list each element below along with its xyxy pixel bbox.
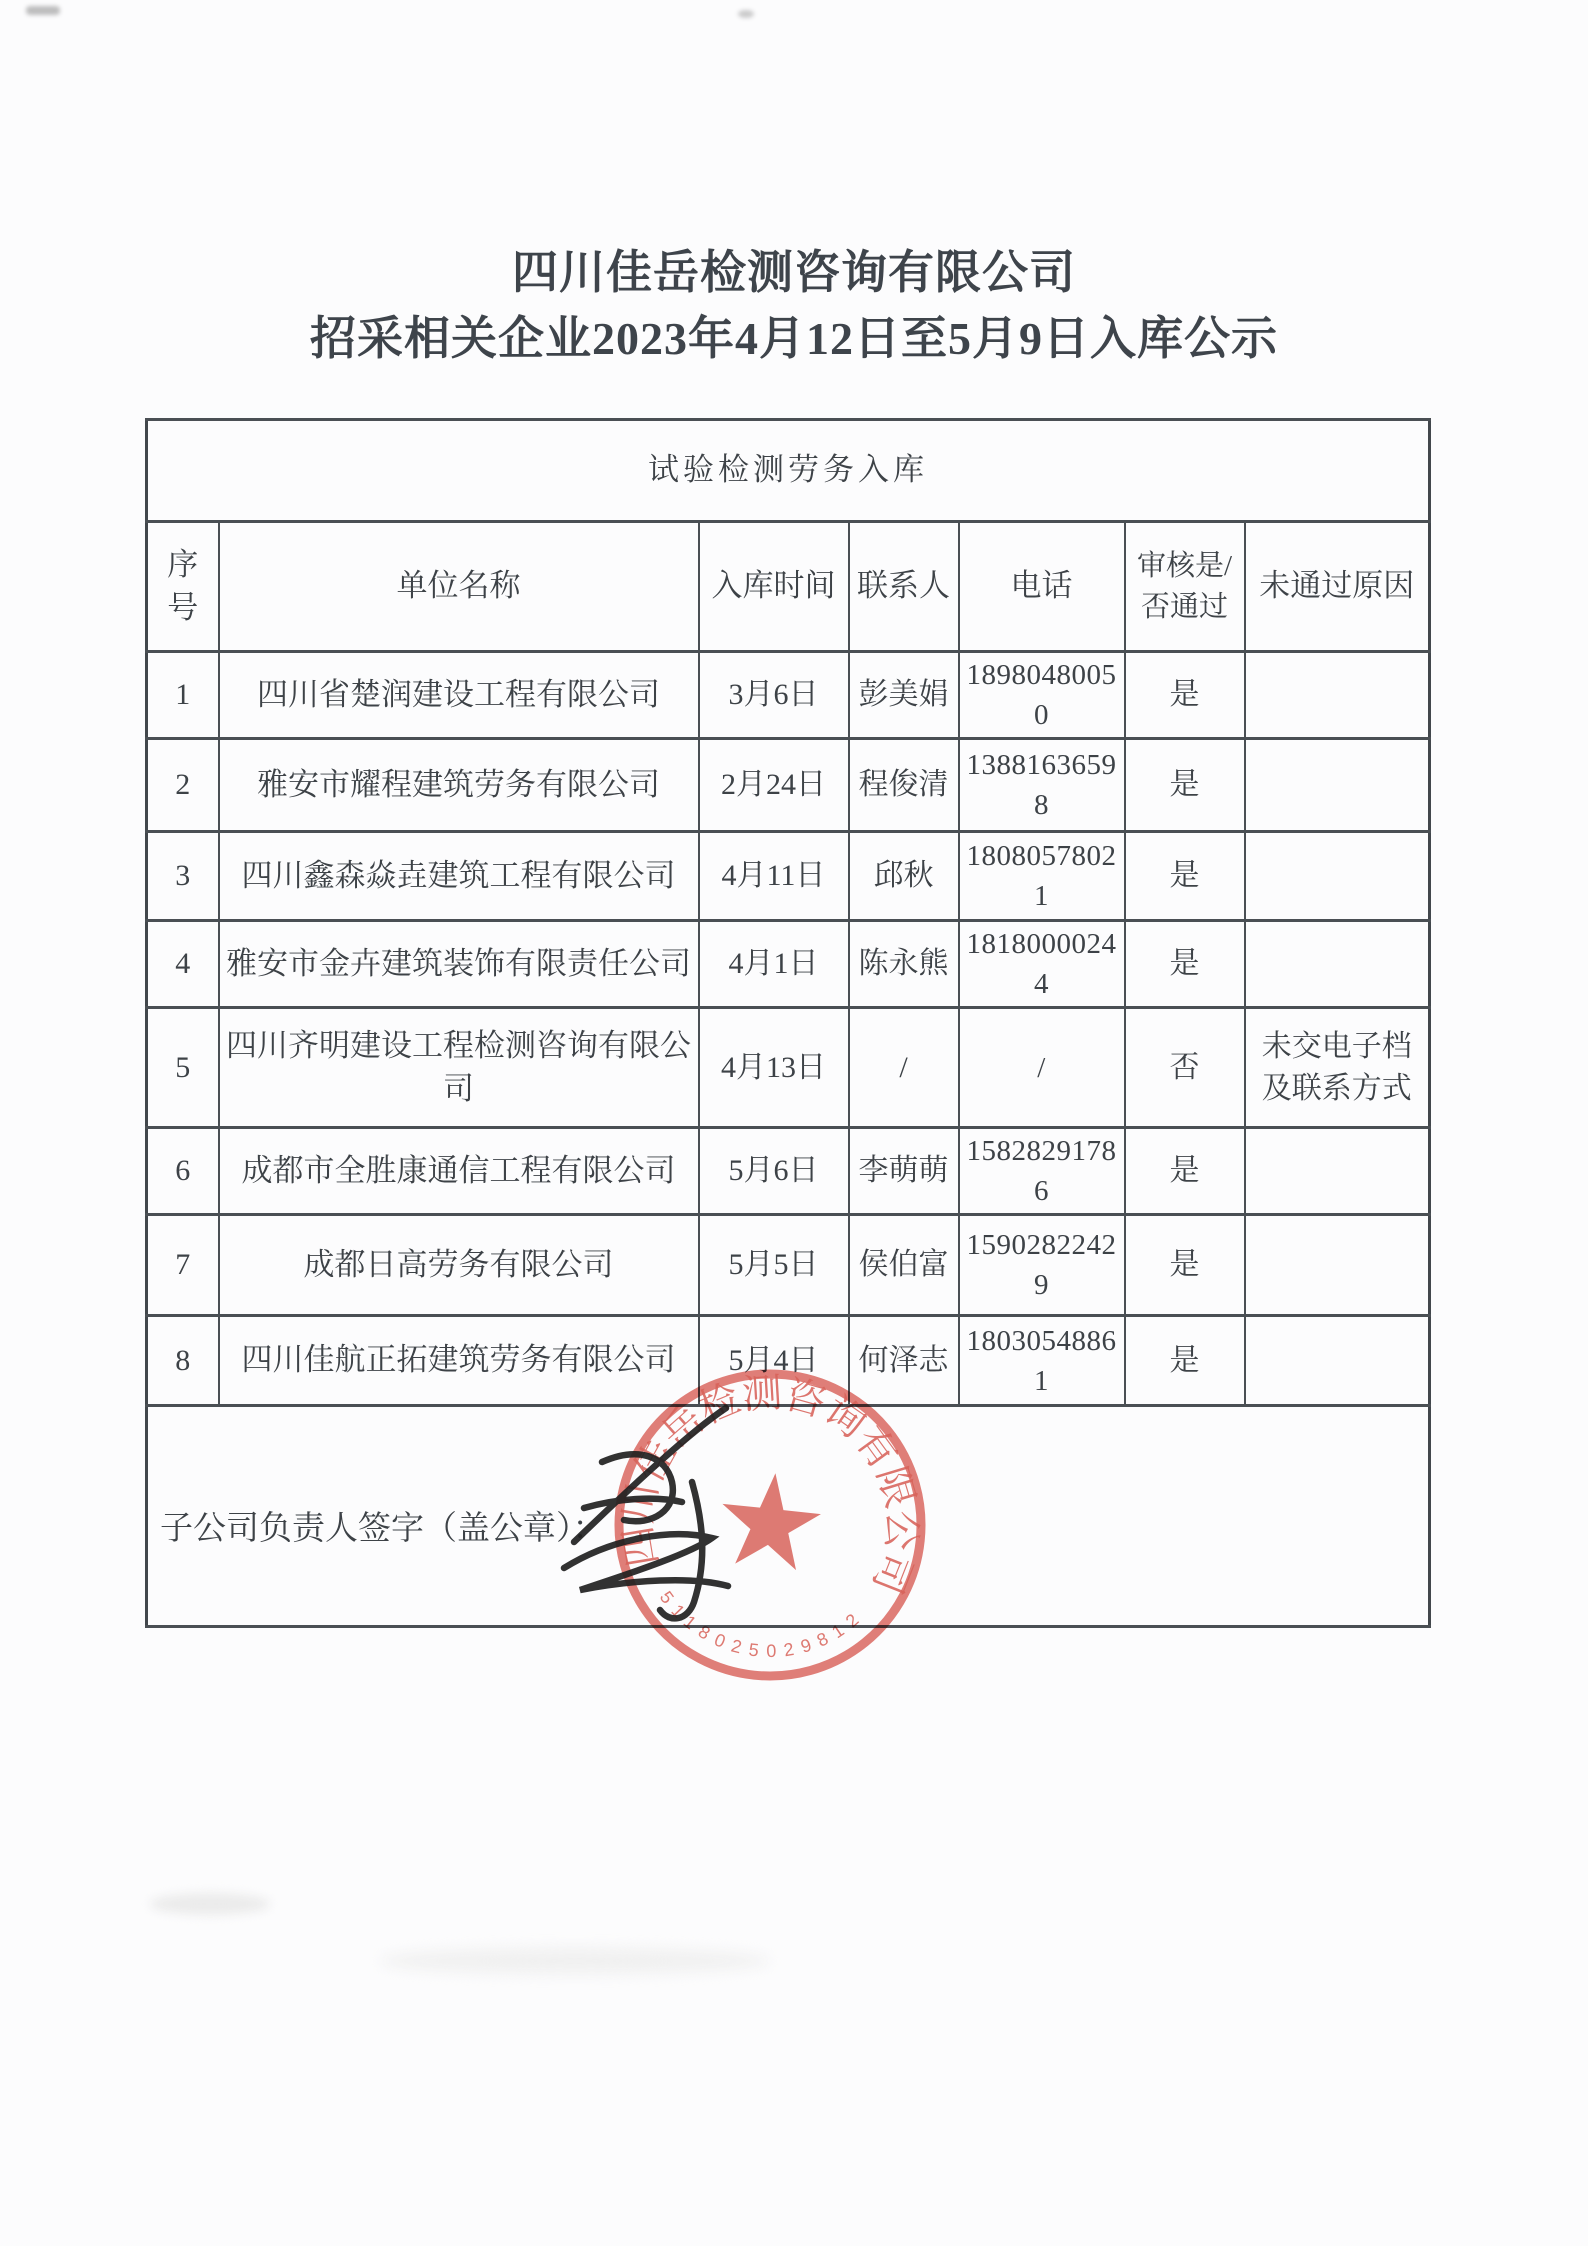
table-cell: 2 — [147, 739, 219, 832]
signature-row — [147, 1406, 1430, 1627]
table-row — [147, 652, 1430, 739]
table-cell — [1245, 832, 1430, 921]
table-cell: 成都市全胜康通信工程有限公司 — [219, 1128, 699, 1215]
table-cell: 侯伯富 — [849, 1215, 959, 1316]
table-cell: 5月4日 — [699, 1316, 849, 1406]
table-cell: 18080578021 — [959, 832, 1125, 921]
table-cell: 何泽志 — [849, 1316, 959, 1406]
scan-speck — [738, 10, 754, 18]
table-cell — [1245, 652, 1430, 739]
table-cell: 未交电子档及联系方式 — [1245, 1008, 1430, 1128]
table-cell: 13881636598 — [959, 739, 1125, 832]
column-header: 审核是/否通过 — [1125, 522, 1245, 652]
column-header: 联系人 — [849, 522, 959, 652]
table-cell: 5月6日 — [699, 1128, 849, 1215]
table-cell: 4 — [147, 921, 219, 1008]
seal-company-name: 四川佳岳检测咨询有限公司 — [614, 1370, 925, 1601]
table-cell: 4月1日 — [699, 921, 849, 1008]
scan-smudge — [380, 1948, 770, 1974]
table-cell: 是 — [1125, 739, 1245, 832]
table-cell: / — [849, 1008, 959, 1128]
table-cell: 5月5日 — [699, 1215, 849, 1316]
signature-cell — [147, 1406, 1430, 1627]
scan-smudge — [150, 1893, 270, 1915]
table-cell: 18030548861 — [959, 1316, 1125, 1406]
document-title — [0, 240, 1588, 372]
table-cell — [1245, 1215, 1430, 1316]
table-cell: 3月6日 — [699, 652, 849, 739]
signature-label: 子公司负责人签字（盖公章）： — [160, 1511, 606, 1548]
table-cell: 18980480050 — [959, 652, 1125, 739]
table-caption: 试验检测劳务入库 — [147, 420, 1430, 522]
table-cell: 4月11日 — [699, 832, 849, 921]
table-cell: 邱秋 — [849, 832, 959, 921]
table-cell: 四川鑫森焱垚建筑工程有限公司 — [219, 832, 699, 921]
table-cell: 是 — [1125, 1215, 1245, 1316]
registration-table — [145, 418, 1431, 1628]
table-cell: 雅安市耀程建筑劳务有限公司 — [219, 739, 699, 832]
table-cell: 四川齐明建设工程检测咨询有限公司 — [219, 1008, 699, 1128]
table-cell: / — [959, 1008, 1125, 1128]
table-cell: 4月13日 — [699, 1008, 849, 1128]
table-cell — [1245, 1128, 1430, 1215]
table-row — [147, 921, 1430, 1008]
table-body — [147, 652, 1430, 1406]
table-cell: 8 — [147, 1316, 219, 1406]
table-cell: 6 — [147, 1128, 219, 1215]
column-header: 电话 — [959, 522, 1125, 652]
table-cell: 程俊清 — [849, 739, 959, 832]
table-cell: 陈永熊 — [849, 921, 959, 1008]
table-row — [147, 1316, 1430, 1406]
table-cell: 是 — [1125, 1128, 1245, 1215]
table-cell — [1245, 921, 1430, 1008]
table-cell: 四川省楚润建设工程有限公司 — [219, 652, 699, 739]
table-cell — [1245, 739, 1430, 832]
table-cell: 彭美娟 — [849, 652, 959, 739]
table-row — [147, 1128, 1430, 1215]
column-header: 单位名称 — [219, 522, 699, 652]
table-cell: 3 — [147, 832, 219, 921]
table-cell: 是 — [1125, 921, 1245, 1008]
table-cell: 是 — [1125, 832, 1245, 921]
table-cell: 成都日高劳务有限公司 — [219, 1215, 699, 1316]
table-cell: 是 — [1125, 652, 1245, 739]
table-cell: 15828291786 — [959, 1128, 1125, 1215]
title-line-2: 招采相关企业2023年4月12日至5月9日入库公示 — [310, 313, 1278, 364]
table-cell: 2月24日 — [699, 739, 849, 832]
column-header: 未通过原因 — [1245, 522, 1430, 652]
table-cell: 15902822429 — [959, 1215, 1125, 1316]
table-cell: 李萌萌 — [849, 1128, 959, 1215]
table-row — [147, 739, 1430, 832]
column-header: 入库时间 — [699, 522, 849, 652]
table-row — [147, 1008, 1430, 1128]
table-cell: 是 — [1125, 1316, 1245, 1406]
header-row — [147, 522, 1430, 652]
seal-serial-number: 5118025029812 — [655, 1587, 867, 1662]
table-cell: 7 — [147, 1215, 219, 1316]
table-row — [147, 1215, 1430, 1316]
table-cell: 四川佳航正拓建筑劳务有限公司 — [219, 1316, 699, 1406]
table-row — [147, 832, 1430, 921]
table-cell: 雅安市金卉建筑装饰有限责任公司 — [219, 921, 699, 1008]
scan-speck — [26, 6, 60, 15]
table-cell: 1 — [147, 652, 219, 739]
table-caption-row — [147, 420, 1430, 522]
table-cell: 18180000244 — [959, 921, 1125, 1008]
title-line-1: 四川佳岳检测咨询有限公司 — [512, 247, 1076, 298]
column-header: 序号 — [147, 522, 219, 652]
table-cell: 5 — [147, 1008, 219, 1128]
table-cell — [1245, 1316, 1430, 1406]
table-cell: 否 — [1125, 1008, 1245, 1128]
